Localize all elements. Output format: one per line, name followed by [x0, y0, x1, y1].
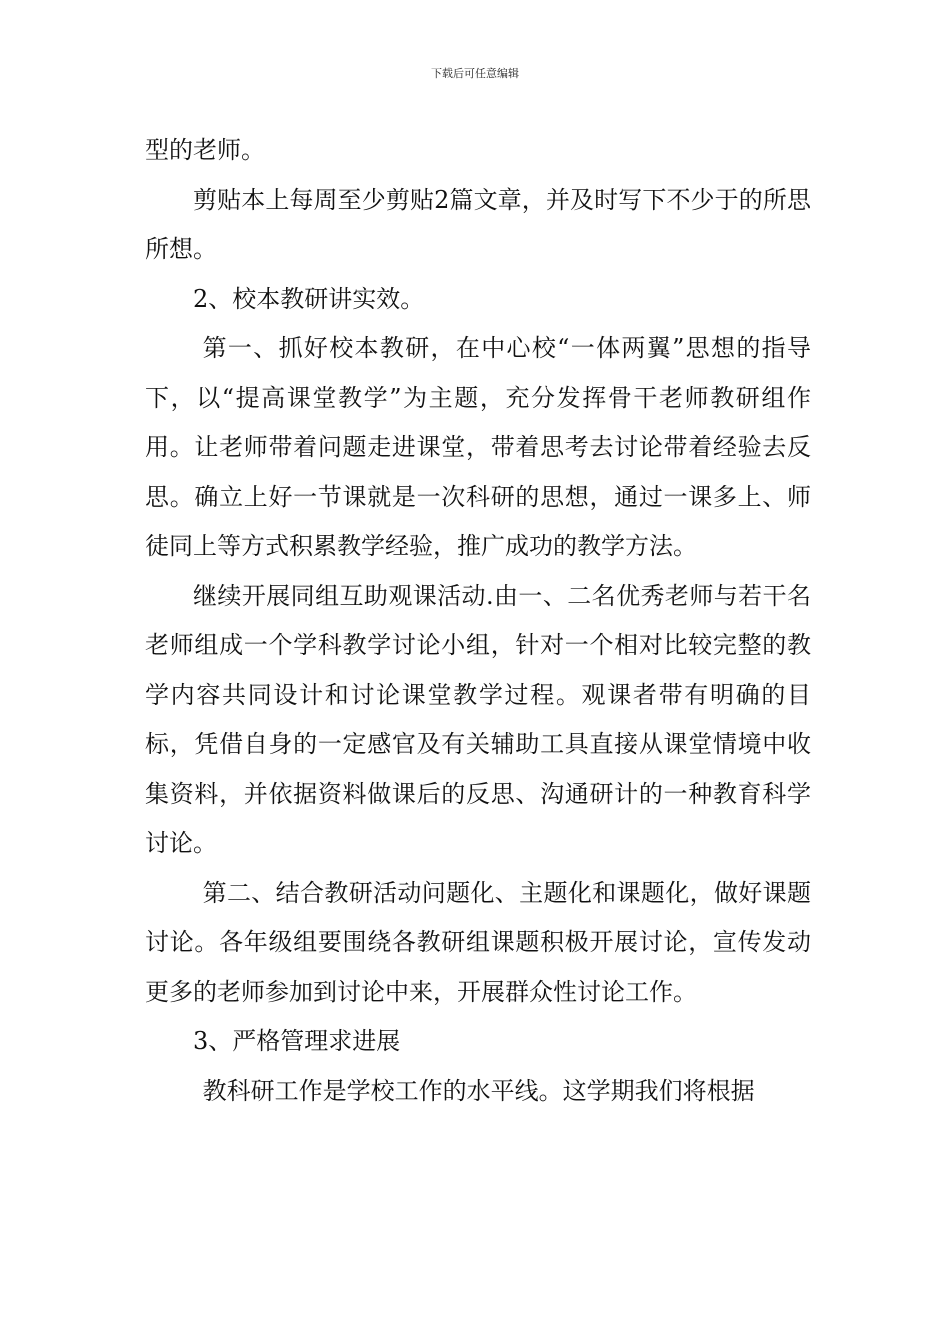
paragraph-first: 第一、抓好校本教研，在中心校“一体两翼”思想的指导下，以“提高课堂教学”为主题，充分发挥骨干老师教研组作用。让老师带着问题走进课堂，带着思考去讨论带着经验去反思。确立上好一节课就是一次科研的思想，通过一课多上、师徒同上等方式积累教学经验，推广成功的教学方法。	[145, 334, 811, 560]
paragraph-continuation: 型的老师。	[145, 136, 265, 164]
paragraph-second: 第二、结合教研活动问题化、主题化和课题化，做好课题讨论。各年级组要围绕各教研组课题积极开展讨论，宣传发动更多的老师参加到讨论中来，开展群众性讨论工作。	[145, 878, 811, 1006]
document-body	[145, 126, 811, 1116]
paragraph-observation: 继续开展同组互助观课活动.由一、二名优秀老师与若干名老师组成一个学科教学讨论小组，针对一个相对比较完整的教学内容共同设计和讨论课堂教学过程。观课者带有明确的目标，凭借自身的一定感官及有关辅助工具直接从课堂情境中收集资料，并依据资料做课后的反思、沟通研计的一种教育科学讨论。	[145, 581, 811, 857]
paragraph-clipping: 剪贴本上每周至少剪贴2篇文章，并及时写下不少于的所思所想。	[145, 185, 811, 263]
page-header: 下载后可任意编辑	[431, 67, 519, 80]
section-heading-2: 2、校本教研讲实效。	[193, 284, 425, 313]
section-heading-3: 3、严格管理求进展	[193, 1027, 401, 1055]
paragraph-management: 教科研工作是学校工作的水平线。这学期我们将根据	[202, 1076, 755, 1105]
